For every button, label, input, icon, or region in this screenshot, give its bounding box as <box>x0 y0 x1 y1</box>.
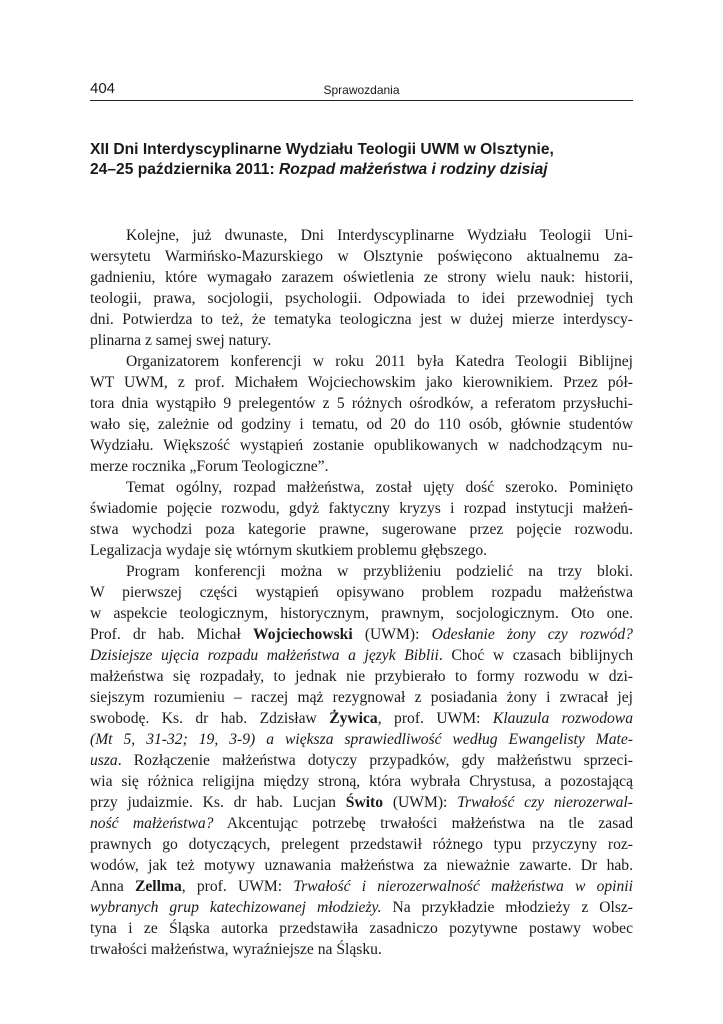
text-line <box>90 582 633 603</box>
article-body <box>90 225 633 960</box>
text-line <box>90 477 633 498</box>
page-header <box>90 80 633 101</box>
text-line <box>90 666 633 687</box>
paragraph <box>90 351 633 477</box>
text-run: W pierwszej części wystąpień opisywano problem rozpadu małżeństwa <box>90 584 633 601</box>
text-line <box>90 750 633 771</box>
text-run: merze rocznika „Forum Teologiczne”. <box>90 458 329 475</box>
text-run: , prof. UWM: <box>181 878 294 895</box>
text-run: Organizatorem konferencji w roku 2011 była Katedra Teologii Biblijnej <box>126 353 633 370</box>
paragraph <box>90 561 633 960</box>
title-line-2 <box>90 160 633 180</box>
text-run: Program konferencji można w przybliżeniu podzielić na trzy bloki. <box>126 563 633 580</box>
lecture-title: Trwałość czy nierozerwal- <box>457 794 633 811</box>
text-run: przy judaizmie. Ks. dr hab. Lucjan <box>90 794 346 811</box>
text-line <box>90 372 633 393</box>
text-run: w aspekcie teologicznym, historycznym, prawnym, socjologicznym. Oto one. <box>90 605 633 622</box>
text-run: plinarna z samej swej natury. <box>90 332 272 349</box>
title-dates: 24–25 października 2011: <box>90 161 279 178</box>
title-subtitle: Rozpad małżeństwa i rodziny dzisiaj <box>278 161 548 178</box>
text-line <box>90 645 633 666</box>
lecture-title: Dzisiejsze ujęcia rozpadu małżeństwa a język Biblii <box>90 647 439 664</box>
text-line <box>90 309 633 330</box>
text-line <box>90 834 633 855</box>
text-run: Anna <box>90 878 135 895</box>
lecture-title: Trwałość i nierozerwalność małżeństwa w opinii <box>293 878 633 895</box>
text-line <box>90 267 633 288</box>
lecture-title: usza <box>90 752 118 769</box>
text-run: teologii, prawa, socjologii, psychologii. Odpowiada to idei przewodniej tych <box>90 290 633 307</box>
lecture-title: Odesłanie żony czy rozwód? <box>431 626 633 643</box>
text-run: . Choć w czasach biblijnych <box>438 647 633 664</box>
text-line <box>90 855 633 876</box>
text-run: dni. Potwierdza to też, że tematyka teologiczna jest w dużej mierze interdyscy- <box>90 311 633 328</box>
text-run: stwa wychodzi poza kategorie prawne, sugerowane przez pojęcie rozwodu. <box>90 521 633 538</box>
text-run: siejszym rozumieniu – raczej mąż rezygnował z posiadania żony i zwracał jej <box>90 689 633 706</box>
text-run: Prof. dr hab. Michał <box>90 626 254 643</box>
text-line <box>90 939 633 960</box>
text-line <box>90 456 633 477</box>
article-title <box>90 140 633 180</box>
text-line <box>90 540 633 561</box>
text-run: świadomie pojęcie rozwodu, gdyż faktyczny kryzys i rozpad instytucji małżeń- <box>90 500 633 517</box>
text-run: małżeństwa się rozpadały, to jednak nie przybierało to formy rozwodu w dzi- <box>90 668 633 685</box>
text-run: Na przykładzie młodzieży z Olsz- <box>381 899 633 916</box>
text-line <box>90 813 633 834</box>
text-run: tyna i ze Śląska autorka przedstawiła zasadniczo pozytywne postawy wobec <box>90 920 633 937</box>
text-run: Wydziału. Większość wystąpień zostanie opublikowanych w nadchodzącym nu- <box>90 437 633 454</box>
text-line <box>90 351 633 372</box>
text-run: (UWM): <box>352 626 432 643</box>
lecture-title: ność małżeństwa? <box>90 815 214 832</box>
text-run: Akcentując potrzebę trwałości małżeństwa na tle zasad <box>213 815 633 832</box>
lecture-title: Klauzula rozwodowa <box>492 710 634 727</box>
text-line <box>90 414 633 435</box>
paragraph <box>90 477 633 561</box>
text-run: , prof. UWM: <box>377 710 493 727</box>
text-line <box>90 498 633 519</box>
text-line <box>90 561 633 582</box>
text-line <box>90 687 633 708</box>
text-run: Temat ogólny, rozpad małżeństwa, został ujęty dość szeroko. Pominięto <box>126 479 633 496</box>
text-line <box>90 393 633 414</box>
text-line <box>90 435 633 456</box>
text-run: gadnieniu, które wymagało zarazem oświetlenia ze strony wielu nauk: historii, <box>90 269 633 286</box>
text-line <box>90 729 633 750</box>
speaker-name: Wojciechowski <box>253 626 353 643</box>
text-run: wersytetu Warmińsko-Mazurskiego w Olsztynie poświęcono aktualnemu za- <box>90 248 633 265</box>
text-line <box>90 897 633 918</box>
text-run: Kolejne, już dwunaste, Dni Interdyscyplinarne Wydziału Teologii Uni- <box>126 227 633 244</box>
text-line <box>90 771 633 792</box>
text-run: trwałości małżeństwa, wyraźniejsze na Śląsku. <box>90 941 382 958</box>
text-run: tora dnia wystąpiło 9 prelegentów z 5 różnych ośrodków, a referatom przysłuchi- <box>90 395 633 412</box>
text-run: wia się różnica religijna między stroną, która wybrała Chrystusa, a pozostającą <box>90 773 633 790</box>
text-line <box>90 603 633 624</box>
text-line <box>90 246 633 267</box>
text-line <box>90 624 633 645</box>
speaker-name: Świto <box>345 794 384 811</box>
lecture-title: wybranych grup katechizowanej młodzieży. <box>90 899 382 916</box>
text-line <box>90 918 633 939</box>
text-run: wodów, jak też motywy uznawania małżeństwa za nieważnie zawarte. Dr hab. <box>90 857 633 874</box>
text-run: WT UWM, z prof. Michałem Wojciechowskim jako kierownikiem. Przez pół- <box>90 374 633 391</box>
lecture-title: (Mt 5, 31-32; 19, 3-9) a większa sprawiedliwość według Ewangelisty Mate- <box>90 731 633 748</box>
text-run: (UWM): <box>383 794 458 811</box>
text-line <box>90 876 633 897</box>
text-line <box>90 519 633 540</box>
text-line <box>90 708 633 729</box>
speaker-name: Zellma <box>134 878 182 895</box>
text-line <box>90 330 633 351</box>
title-line-1: XII Dni Interdyscyplinarne Wydziału Teologii UWM w Olsztynie, <box>90 141 554 158</box>
speaker-name: Żywica <box>329 710 378 727</box>
page-number: 404 <box>90 80 116 97</box>
text-run: swobodę. Ks. dr hab. Zdzisław <box>90 710 330 727</box>
paragraph <box>90 225 633 351</box>
text-line <box>90 225 633 246</box>
text-line <box>90 792 633 813</box>
text-run: wało się, zależnie od godziny i tematu, od 20 do 110 osób, głównie studentów <box>90 416 633 433</box>
text-line <box>90 288 633 309</box>
running-head: Sprawozdania <box>323 83 400 97</box>
text-run: . Rozłączenie małżeństwa dotyczy przypadków, gdy małżeństwu sprzeci- <box>117 752 633 769</box>
text-run: prawnych go dotyczących, prelegent przedstawił różnego typu przyczyny roz- <box>90 836 633 853</box>
text-run: Legalizacja wydaje się wtórnym skutkiem problemu głębszego. <box>90 542 488 559</box>
